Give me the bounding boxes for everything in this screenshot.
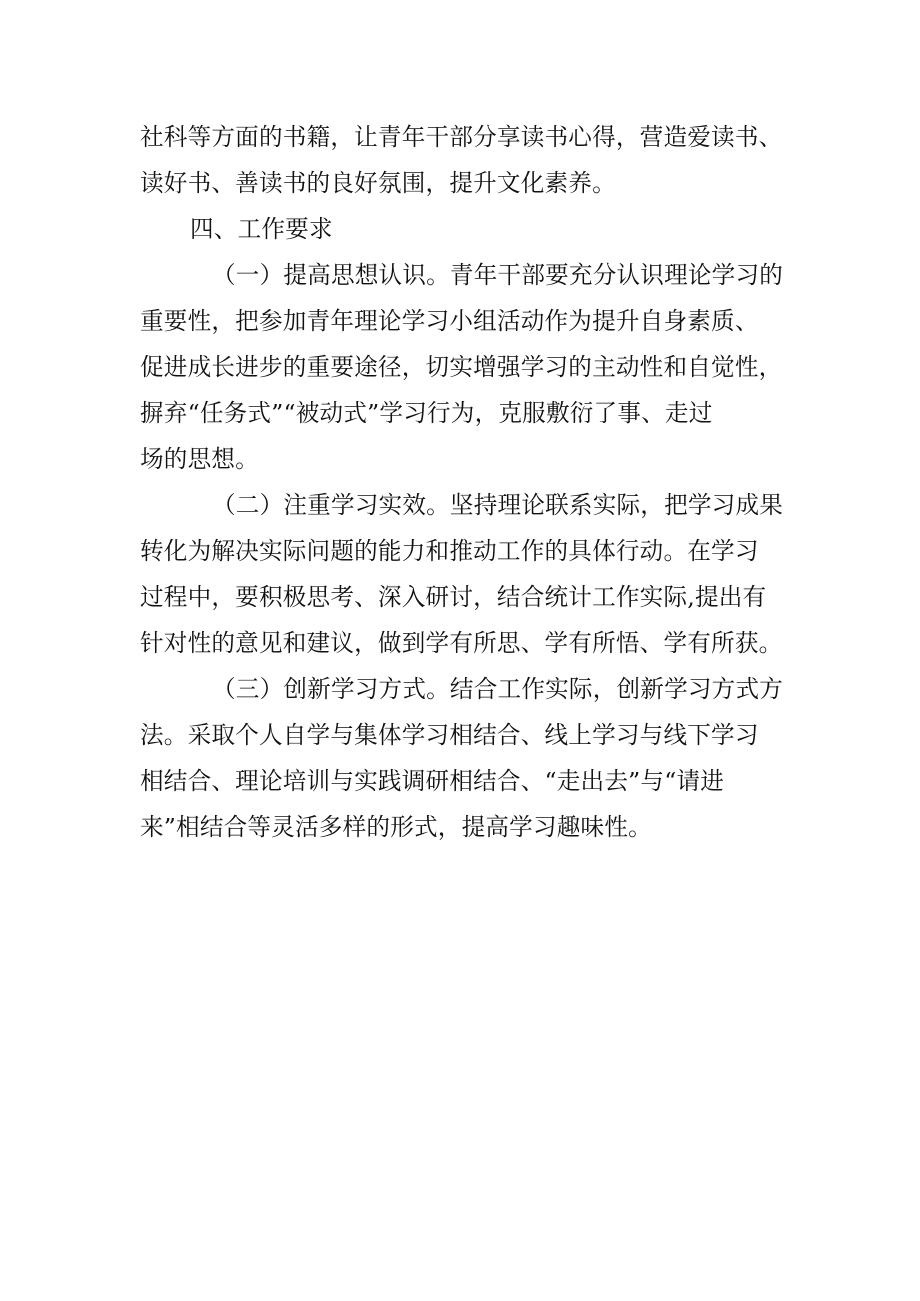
body-line-6: 促进成长进步的重要途径，切实增强学习的主动性和自觉性， — [140, 353, 783, 381]
body-line-2: 读好书、善读书的良好氛围，提升文化素养。 — [140, 169, 616, 197]
document-body — [140, 114, 800, 850]
body-line-15: 相结合、理论培训与实践调研相结合、“走出去”与“请进 — [140, 767, 725, 795]
body-line-12: 针对性的意见和建议，做到学有所思、学有所悟、学有所获。 — [140, 629, 783, 657]
body-line-1: 社科等方面的书籍，让青年干部分享读书心得，营造爱读书、 — [140, 123, 783, 151]
body-line-5: 重要性，把参加青年理论学习小组活动作为提升自身素质、 — [140, 307, 759, 335]
body-line-16: 来”相结合等灵活多样的形式，提高学习趣味性。 — [140, 813, 652, 841]
body-line-8: 场的思想。 — [140, 445, 259, 473]
section-heading-work-requirements: 四、工作要求 — [190, 215, 333, 243]
body-line-7: 摒弃“任务式”“被动式”学习行为，克服敷衍了事、走过 — [140, 399, 713, 427]
subsection-3-first-line: （三）创新学习方式。结合工作实际，创新学习方式方 — [212, 675, 784, 703]
subsection-1-first-line: （一）提高思想认识。青年干部要充分认识理论学习的 — [212, 261, 784, 289]
body-line-14: 法。采取个人自学与集体学习相结合、线上学习与线下学习 — [140, 721, 759, 749]
subsection-2-first-line: （二）注重学习实效。坚持理论联系实际，把学习成果 — [212, 491, 784, 519]
body-line-10: 转化为解决实际问题的能力和推动工作的具体行动。在学习 — [140, 537, 759, 565]
body-line-11: 过程中，要积极思考、深入研讨，结合统计工作实际,提出有 — [140, 583, 767, 611]
